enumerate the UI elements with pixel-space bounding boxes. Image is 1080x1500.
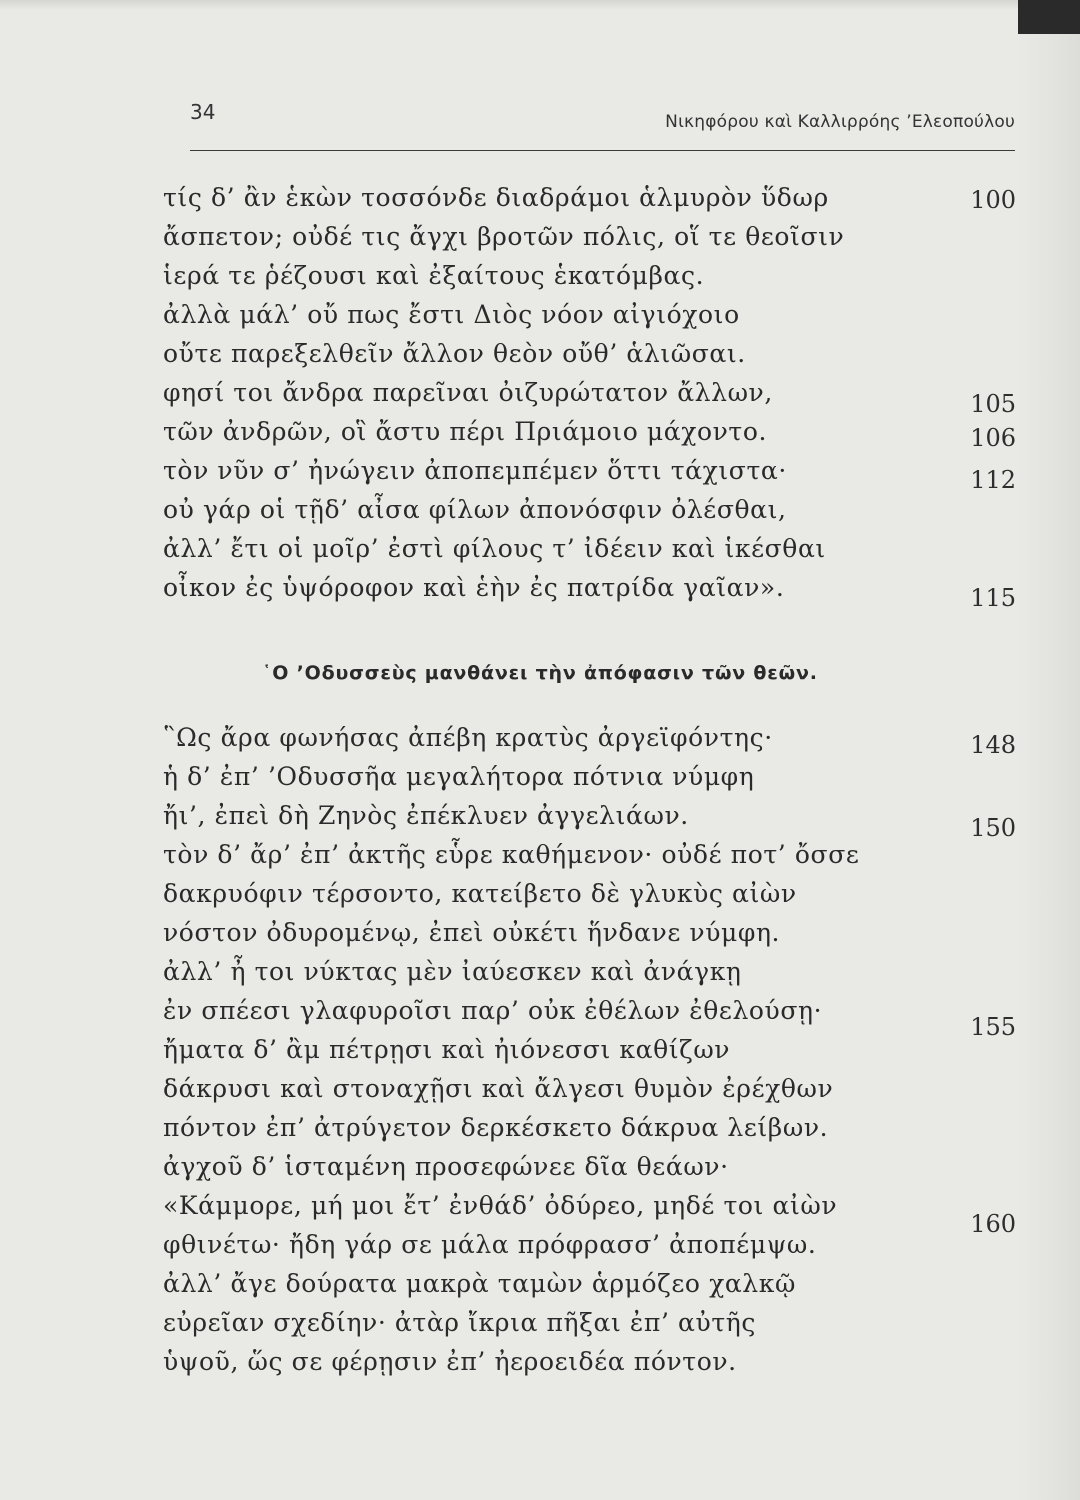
line-number: 115 [970,584,1016,612]
verse-line: πόντον ἐπ’ ἀτρύγετον δερκέσκετο δάκρυα λείβων. [163,1113,829,1142]
running-head: Νικηφόρου καὶ Καλλιρρόης ’Ελεοπούλου [665,112,1015,132]
verse-line: ἐν σπέεσι γλαφυροῖσι παρ’ οὐκ ἐθέλων ἐθελούσῃ· [163,996,823,1025]
page-number: 34 [190,100,216,124]
line-number: 112 [970,466,1016,494]
line-number: 150 [970,814,1016,842]
page-top-shadow [0,0,1080,10]
verse-line: φθινέτω· ἤδη γάρ σε μάλα πρόφρασσ’ ἀποπέμψω. [163,1230,817,1259]
verse-line: ὑψοῦ, ὥς σε φέρῃσιν ἐπ’ ἠεροειδέα πόντον. [163,1347,737,1376]
verse-line: δακρυόφιν τέρσοντο, κατείβετο δὲ γλυκὺς αἰὼν [163,879,797,908]
verse-line: «Κάμμορε, μή μοι ἔτ’ ἐνθάδ’ ὀδύρεο, μηδέ τοι αἰὼν [163,1191,838,1220]
verse-line: τῶν ἀνδρῶν, οἳ ἄστυ πέρι Πριάμοιο μάχοντο. [163,417,768,446]
scan-corner [1018,0,1080,34]
verse-line: φησί τοι ἄνδρα παρεῖναι ὀιζυρώτατον ἄλλων, [163,378,773,407]
verse-line: ἤματα δ’ ἂμ πέτρῃσι καὶ ἠιόνεσσι καθίζων [163,1035,731,1064]
verse-line: ἤι’, ἐπεὶ δὴ Ζηνὸς ἐπέκλυεν ἀγγελιάων. [163,801,689,830]
verse-line: ἀλλ’ ἦ τοι νύκτας μὲν ἰαύεσκεν καὶ ἀνάγκῃ [163,957,742,986]
verse-line: εὐρεῖαν σχεδίην· ἀτὰρ ἴκρια πῆξαι ἐπ’ αὐτῆς [163,1308,756,1337]
verse-line: ἡ δ’ ἐπ’ ’Οδυσσῆα μεγαλήτορα πότνια νύμφη [163,762,755,791]
section-subheading: ῾Ο ’Οδυσσεὺς μανθάνει τὴν ἀπόφασιν τῶν θεῶν. [262,662,818,684]
verse-line: δάκρυσι καὶ στοναχῇσι καὶ ἄλγεσι θυμὸν ἐρέχθων [163,1074,834,1103]
line-number: 100 [970,186,1016,214]
verse-line: ἀγχοῦ δ’ ἱσταμένη προσεφώνεε δῖα θεάων· [163,1152,729,1181]
line-number: 106 [970,424,1016,452]
line-number: 148 [970,731,1016,759]
verse-line: νόστον ὀδυρομένῳ, ἐπεὶ οὐκέτι ἥνδανε νύμφη. [163,918,781,947]
verse-line: ἄσπετον; οὐδέ τις ἄγχι βροτῶν πόλις, οἵ τε θεοῖσιν [163,222,845,251]
verse-line: τὸν δ’ ἄρ’ ἐπ’ ἀκτῆς εὗρε καθήμενον· οὐδέ ποτ’ ὄσσε [163,840,860,869]
verse-line: τίς δ’ ἂν ἑκὼν τοσσόνδε διαδράμοι ἁλμυρὸν ὕδωρ [163,183,829,212]
verse-line: οἶκον ἐς ὑψόροφον καὶ ἑὴν ἐς πατρίδα γαῖαν». [163,573,785,602]
verse-line: τὸν νῦν σ’ ἠνώγειν ἀποπεμπέμεν ὅττι τάχιστα· [163,456,787,485]
page-right-edge [1018,0,1080,1500]
verse-line: ἀλλ’ ἔτι οἱ μοῖρ’ ἐστὶ φίλους τ’ ἰδέειν καὶ ἱκέσθαι [163,534,826,563]
line-number: 105 [970,390,1016,418]
verse-line: ἱερά τε ῥέζουσι καὶ ἐξαίτους ἑκατόμβας. [163,261,705,290]
line-number: 160 [970,1210,1016,1238]
verse-line: ῝Ως ἄρα φωνήσας ἀπέβη κρατὺς ἀργεϊφόντης· [163,723,773,752]
verse-line: οὔτε παρεξελθεῖν ἄλλον θεὸν οὔθ’ ἁλιῶσαι. [163,339,746,368]
line-number: 155 [970,1013,1016,1041]
verse-line: ἀλλ’ ἄγε δούρατα μακρὰ ταμὼν ἁρμόζεο χαλκῷ [163,1269,796,1298]
page-header [190,100,1015,151]
verse-line: ἀλλὰ μάλ’ οὔ πως ἔστι Διὸς νόον αἰγιόχοιο [163,300,740,329]
verse-line: οὐ γάρ οἱ τῇδ’ αἶσα φίλων ἀπονόσφιν ὀλέσθαι, [163,495,787,524]
